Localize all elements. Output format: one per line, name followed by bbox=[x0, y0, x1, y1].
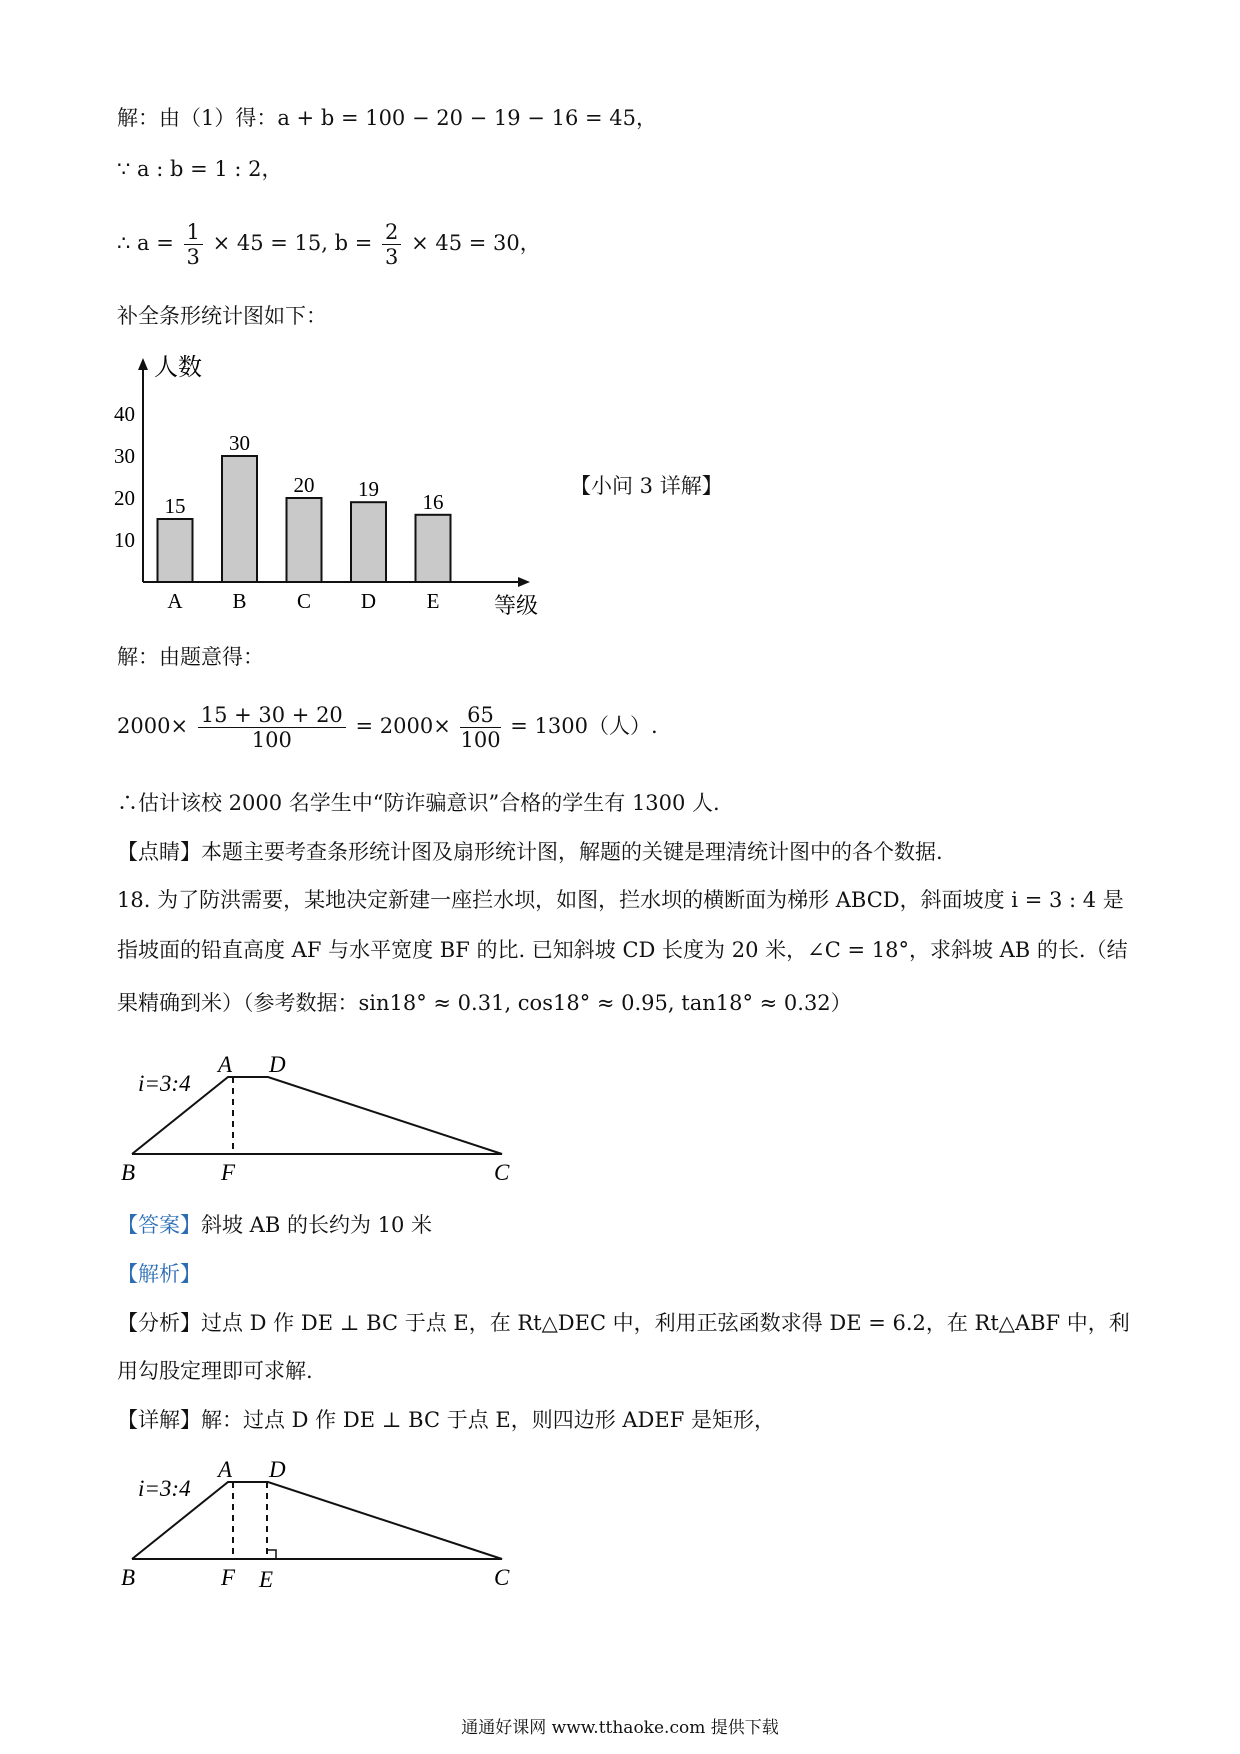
frac-den: 100 bbox=[460, 728, 501, 753]
q18-line-2: 指坡面的铅直高度 AF 与水平宽度 BF 的比. 已知斜坡 CD 长度为 20 米，∠C = 18°，求斜坡 AB 的长.（结 bbox=[117, 938, 1128, 962]
x-tick-label: A bbox=[167, 589, 183, 613]
eq-c: = 1300（人）. bbox=[510, 714, 658, 739]
answer-tag: 【答案】 bbox=[117, 1213, 201, 1237]
right-angle-mark bbox=[267, 1550, 276, 1559]
part3-intro: 解：由题意得： bbox=[117, 645, 264, 669]
eq-a: 2000× bbox=[117, 714, 189, 739]
point-d-label: D bbox=[269, 1052, 286, 1077]
part3-equation bbox=[117, 703, 658, 752]
solution-line-3 bbox=[117, 220, 541, 269]
answer-text: 斜坡 AB 的长约为 10 米 bbox=[201, 1213, 433, 1237]
part3-conclusion: ∴估计该校 2000 名学生中“防诈骗意识”合格的学生有 1300 人. bbox=[117, 791, 720, 815]
analysis-line-1: 【分析】过点 D 作 DE ⊥ BC 于点 E，在 Rt△DEC 中，利用正弦函数求得 DE = 6.2，在 Rt△ABF 中，利 bbox=[117, 1311, 1130, 1335]
page-footer: 通通好课网 www.tthaoke.com 提供下载 bbox=[461, 1718, 779, 1738]
bar-chart bbox=[100, 350, 560, 620]
bar-value-label: 16 bbox=[422, 489, 444, 514]
part3-comment: 【点睛】本题主要考查条形统计图及扇形统计图，解题的关键是理清统计图中的各个数据. bbox=[117, 840, 943, 864]
eq-b: = 2000× bbox=[355, 714, 451, 739]
point-c-label: C bbox=[494, 1160, 510, 1185]
chart-axes bbox=[138, 358, 530, 587]
frac-num: 1 bbox=[184, 220, 203, 245]
x-tick-label: B bbox=[232, 589, 247, 613]
eq-suffix: × 45 = 30， bbox=[411, 231, 541, 256]
q18-line-3: 果精确到米）（参考数据：sin18° ≈ 0.31, cos18° ≈ 0.95, tan18° ≈ 0.32） bbox=[117, 991, 852, 1015]
chart-x-label: 等级 bbox=[494, 593, 539, 618]
x-axis-arrow bbox=[518, 577, 530, 587]
slope-label: i=3:4 bbox=[138, 1071, 191, 1096]
fraction-two-thirds bbox=[382, 220, 401, 269]
eq-prefix: ∴ a = bbox=[117, 231, 174, 256]
eq-mid: × 45 = 15, b = bbox=[212, 231, 373, 256]
frac-num: 65 bbox=[460, 703, 500, 728]
point-d-label: D bbox=[269, 1457, 286, 1482]
y-tick-label: 20 bbox=[114, 486, 135, 510]
sub-question-3-label: 【小问 3 详解】 bbox=[570, 474, 723, 498]
answer-line bbox=[117, 1213, 432, 1238]
bar-value-label: 19 bbox=[358, 477, 379, 502]
bar-C bbox=[287, 498, 322, 582]
point-c-label: C bbox=[494, 1565, 510, 1590]
y-tick-label: 30 bbox=[114, 444, 135, 468]
point-b-label: B bbox=[121, 1160, 136, 1185]
fraction-one-third bbox=[184, 220, 203, 269]
q18-line-1: 18. 为了防洪需要，某地决定新建一座拦水坝，如图，拦水坝的横断面为梯形 ABCD，斜面坡度 i = 3 : 4 是 bbox=[117, 888, 1124, 912]
solution-line-1: 解：由（1）得：a + b = 100 − 20 − 19 − 16 = 45， bbox=[117, 106, 657, 130]
x-tick-label: D bbox=[360, 589, 377, 613]
analysis-line-2: 用勾股定理即可求解. bbox=[117, 1359, 313, 1383]
fraction-65 bbox=[460, 703, 500, 752]
y-tick-label: 10 bbox=[114, 528, 135, 552]
frac-num: 15 + 30 + 20 bbox=[198, 703, 346, 728]
point-e-label: E bbox=[259, 1567, 274, 1592]
y-axis-arrow bbox=[138, 358, 148, 370]
trapezoid-figure-1 bbox=[120, 1050, 530, 1190]
x-tick-label: E bbox=[426, 589, 440, 613]
bar-D bbox=[351, 502, 386, 582]
point-b-label: B bbox=[121, 1565, 136, 1590]
point-f-label: F bbox=[221, 1160, 236, 1185]
slope-label: i=3:4 bbox=[138, 1476, 191, 1501]
point-a-label: A bbox=[218, 1457, 233, 1482]
bar-E bbox=[416, 515, 451, 582]
bar-A bbox=[158, 519, 193, 582]
frac-den: 3 bbox=[186, 245, 200, 270]
solution-line-4: 补全条形统计图如下： bbox=[117, 304, 327, 328]
bar-value-label: 20 bbox=[293, 473, 315, 497]
chart-y-label: 人数 bbox=[154, 355, 202, 381]
y-tick-label: 40 bbox=[114, 402, 135, 426]
x-tick-label: C bbox=[296, 589, 312, 613]
frac-den: 3 bbox=[385, 245, 399, 270]
bar-B bbox=[222, 456, 257, 582]
point-f-label: F bbox=[221, 1565, 236, 1590]
solution-line-2: ∵ a : b = 1 : 2， bbox=[117, 157, 283, 181]
point-a-label: A bbox=[218, 1052, 233, 1077]
frac-den: 100 bbox=[251, 728, 292, 753]
bar-value-label: 30 bbox=[229, 431, 250, 455]
trapezoid-figure-2 bbox=[120, 1455, 530, 1595]
fraction-sum bbox=[198, 703, 346, 752]
frac-num: 2 bbox=[382, 220, 401, 245]
analysis-tag: 【解析】 bbox=[117, 1262, 201, 1286]
detail-line: 【详解】解：过点 D 作 DE ⊥ BC 于点 E，则四边形 ADEF 是矩形， bbox=[117, 1408, 775, 1432]
bar-value-label: 15 bbox=[164, 494, 186, 518]
